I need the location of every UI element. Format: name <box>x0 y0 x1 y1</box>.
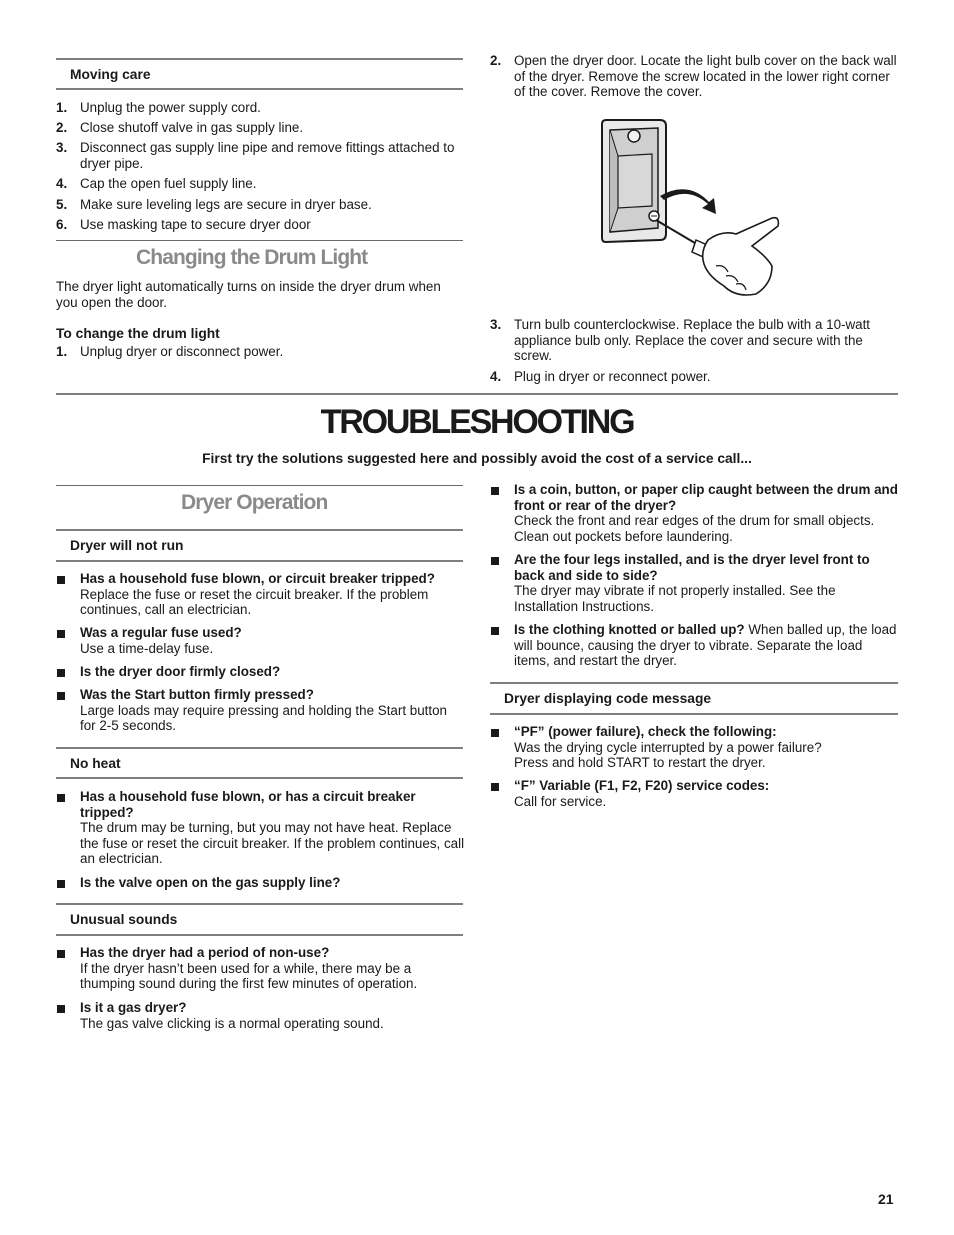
faq-question: “PF” (power failure), check the following: <box>514 724 777 739</box>
code-message-heading: Dryer displaying code message <box>504 691 712 706</box>
bullet <box>57 669 65 677</box>
section-rule <box>490 713 898 715</box>
faq-question: Is it a gas dryer? <box>80 1000 187 1015</box>
drum-light-intro: The dryer light automatically turns on inside the dryer drum when you open the door. <box>56 279 441 310</box>
troubleshooting-intro: First try the solutions suggested here and possibly avoid the cost of a service call... <box>202 451 752 466</box>
faq-answer: Use a time-delay fuse. <box>80 640 214 656</box>
page-title: TROUBLESHOOTING <box>320 403 634 441</box>
faq-question: Is a coin, button, or paper clip caught between the drum and front or rear of the dryer? <box>514 482 898 513</box>
faq-question: Has a household fuse blown, or circuit breaker tripped? <box>80 571 435 586</box>
faq-item <box>514 724 900 771</box>
faq-question: Has the dryer had a period of non-use? <box>80 945 330 960</box>
step-number: 6. <box>56 217 68 232</box>
step-number: 5. <box>56 197 68 212</box>
faq-answer: Replace the fuse or reset the circuit breaker. If the problem continues, call an electrician. <box>80 586 429 618</box>
step-number: 2. <box>490 53 502 68</box>
step-text: Close shutoff valve in gas supply line. <box>80 120 304 135</box>
step-text: Make sure leveling legs are secure in dryer base. <box>80 197 372 212</box>
step-text: Use masking tape to secure dryer door <box>80 217 311 232</box>
faq-answer: The dryer may vibrate if not properly installed. See the Installation Instructions. <box>514 583 836 614</box>
faq-answer: If the dryer hasn’t been used for a while, there may be a thumping sound during the first few minutes of operation. <box>80 960 418 992</box>
step-text: Plug in dryer or reconnect power. <box>514 369 711 384</box>
faq-answer: Call for service. <box>514 793 607 809</box>
step-text: Disconnect gas supply line pipe and remove fittings attached to dryer pipe. <box>80 140 455 171</box>
step-number: 4. <box>490 369 502 384</box>
step-text: Cap the open fuel supply line. <box>80 176 257 191</box>
faq-item <box>80 945 465 992</box>
section-rule <box>56 58 463 60</box>
section-divider <box>56 485 463 486</box>
faq-item <box>80 687 465 734</box>
step-text: Turn bulb counterclockwise. Replace the bulb with a 10-watt appliance bulb only. Replace the cover and secure with the screw. <box>514 317 871 364</box>
faq-item <box>80 664 465 680</box>
will-not-run-heading: Dryer will not run <box>70 538 184 553</box>
unusual-sounds-heading: Unusual sounds <box>70 912 178 927</box>
bullet <box>57 794 65 802</box>
section-divider <box>56 240 463 241</box>
step-text: Open the dryer door. Locate the light bulb cover on the back wall of the dryer. Remove the screw located in the lower right corner of the cover. Remove the cover. <box>514 53 897 100</box>
faq-answer: Large loads may require pressing and holding the Start button for 2-5 seconds. <box>80 702 447 734</box>
faq-question: Is the valve open on the gas supply line? <box>80 875 341 890</box>
step-number: 2. <box>56 120 68 135</box>
faq-question: Is the clothing knotted or balled up? <box>514 622 745 637</box>
faq-question: Has a household fuse blown, or has a circuit breaker tripped? <box>80 789 416 820</box>
faq-item <box>514 622 900 669</box>
section-rule <box>56 903 463 905</box>
drum-light-title: Changing the Drum Light <box>136 246 368 269</box>
section-rule <box>56 747 463 749</box>
bullet <box>57 630 65 638</box>
bullet <box>491 487 499 495</box>
section-rule <box>56 529 463 531</box>
moving-care-heading: Moving care <box>70 67 151 82</box>
faq-answer: Was the drying cycle interrupted by a power failure? Press and hold START to restart the dryer. <box>514 739 822 771</box>
faq-question: “F” Variable (F1, F2, F20) service codes: <box>514 778 770 793</box>
faq-item <box>80 1000 465 1031</box>
section-rule <box>56 934 463 936</box>
bullet <box>57 692 65 700</box>
faq-item <box>514 552 900 614</box>
bullet <box>57 1005 65 1013</box>
troubleshooting-rule <box>56 393 898 395</box>
page-number: 21 <box>878 1191 894 1207</box>
bullet <box>491 557 499 565</box>
bullet <box>491 729 499 737</box>
step-number: 3. <box>56 140 68 155</box>
bullet <box>57 880 65 888</box>
step-number: 1. <box>56 100 68 115</box>
dryer-operation-title: Dryer Operation <box>181 491 328 514</box>
faq-item <box>80 571 465 618</box>
faq-answer: Check the front and rear edges of the drum for small objects. Clean out pockets before laundering. <box>514 513 875 544</box>
drum-light-subhead: To change the drum light <box>56 326 220 341</box>
faq-item <box>80 789 465 867</box>
faq-item <box>514 778 900 809</box>
faq-question: Was the Start button firmly pressed? <box>80 687 314 702</box>
step-number: 3. <box>490 317 502 332</box>
no-heat-heading: No heat <box>70 756 121 771</box>
faq-answer: When balled up, the load will bounce, causing the dryer to vibrate. Separate the load items, and restart the dryer. <box>514 622 897 669</box>
faq-question: Is the dryer door firmly closed? <box>80 664 281 679</box>
faq-answer: The drum may be turning, but you may not have heat. Replace the fuse or reset the circuit breaker. If the problem continues, call an electrician. <box>80 820 465 867</box>
light-bulb-cover-illustration <box>596 116 796 300</box>
step-number: 4. <box>56 176 68 191</box>
bullet <box>491 783 499 791</box>
section-rule <box>56 777 463 779</box>
step-text: Unplug the power supply cord. <box>80 100 261 115</box>
bullet <box>491 627 499 635</box>
section-rule <box>56 560 463 562</box>
faq-item <box>514 482 900 544</box>
step-number: 1. <box>56 344 68 359</box>
section-rule <box>490 682 898 684</box>
faq-question: Are the four legs installed, and is the dryer level front to back and side to side? <box>514 552 870 583</box>
bullet <box>57 950 65 958</box>
step-text: Unplug dryer or disconnect power. <box>80 344 284 359</box>
faq-answer: The gas valve clicking is a normal operating sound. <box>80 1015 384 1031</box>
faq-item <box>80 625 465 656</box>
faq-item <box>80 875 465 891</box>
section-rule <box>56 88 463 90</box>
faq-question: Was a regular fuse used? <box>80 625 242 640</box>
bullet <box>57 576 65 584</box>
